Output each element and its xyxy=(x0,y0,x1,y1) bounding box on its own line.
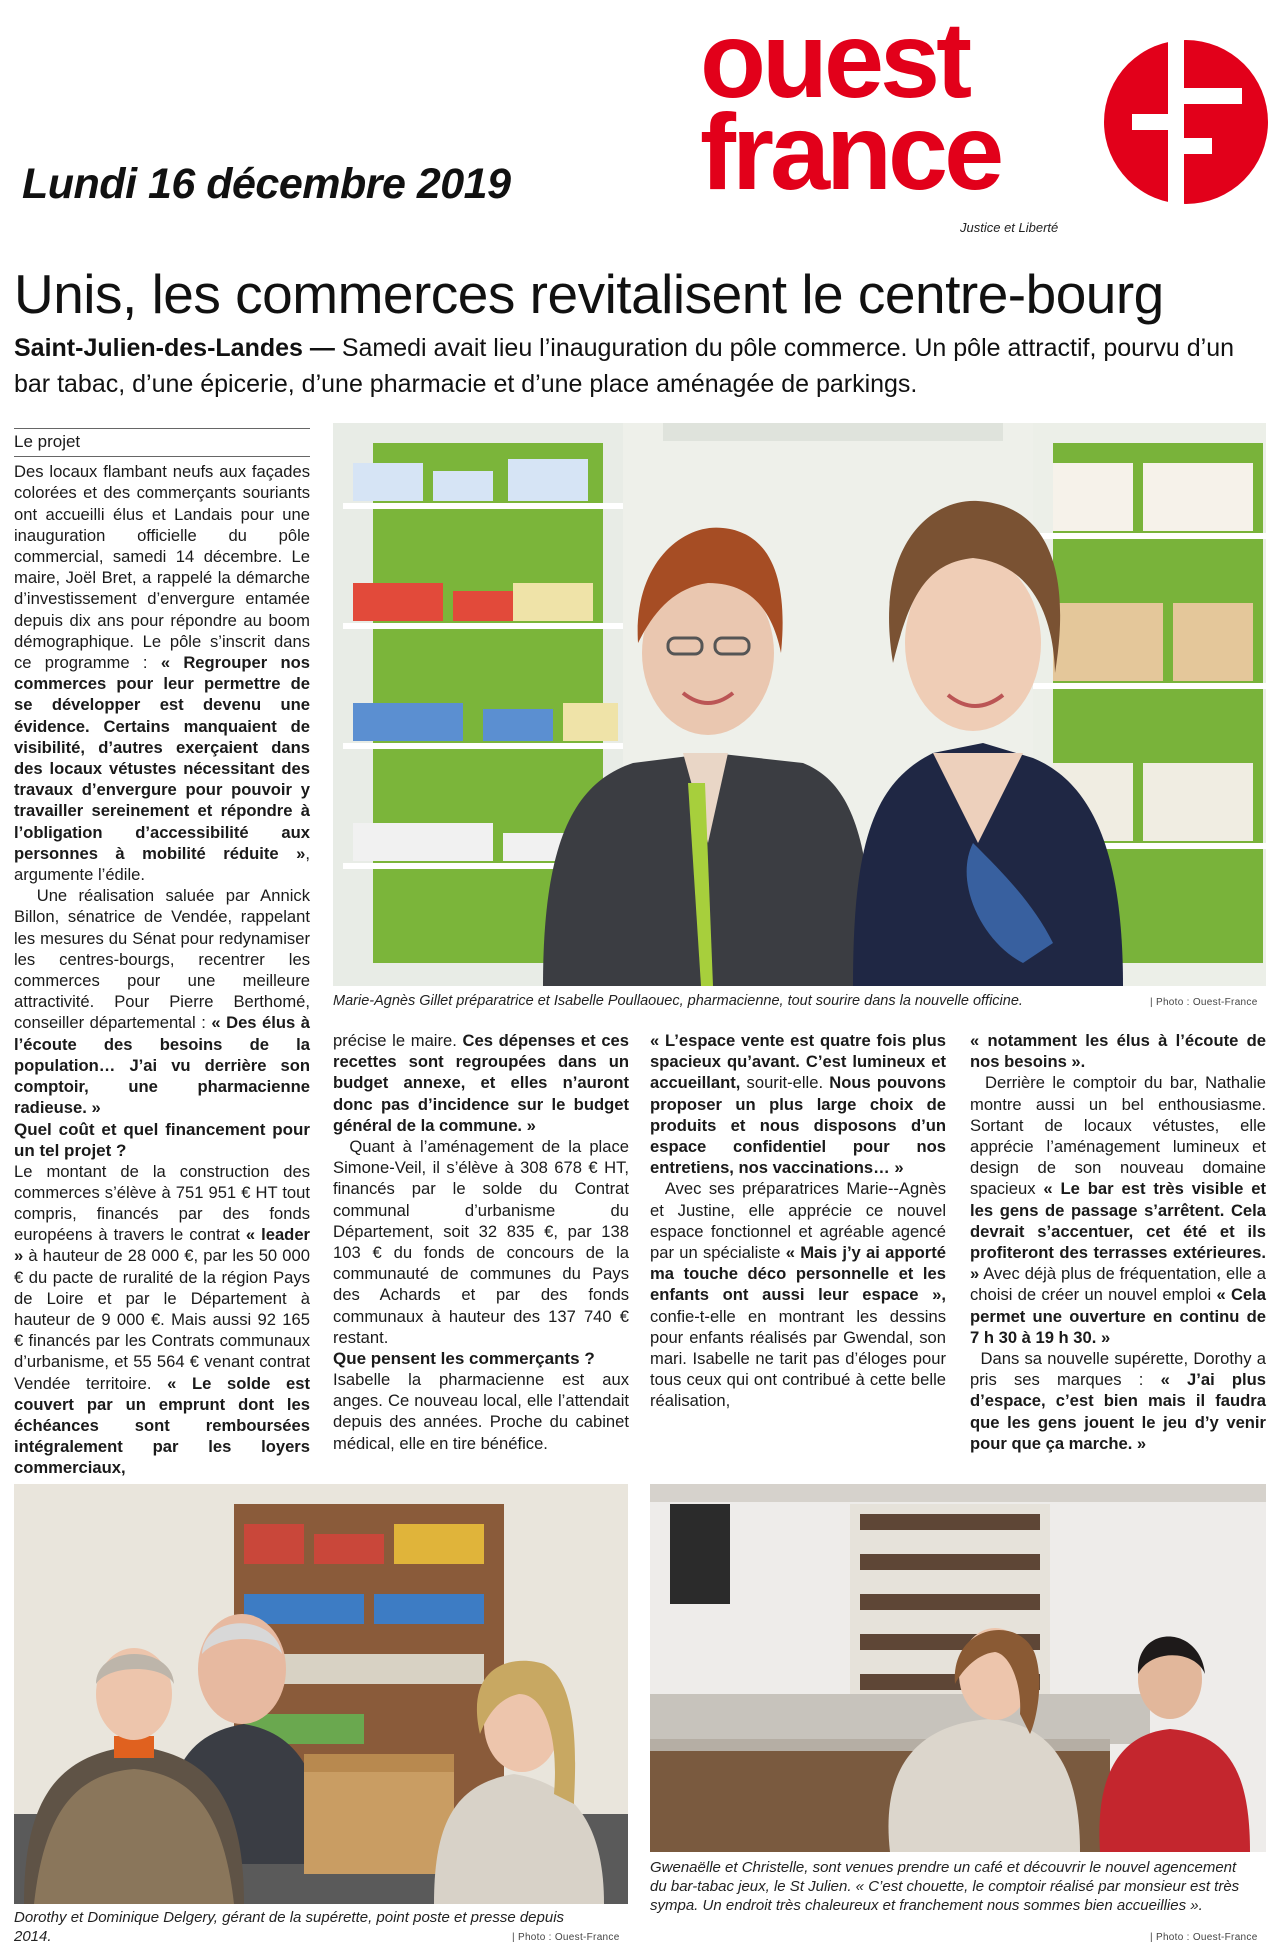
column-2 xyxy=(333,1030,629,1454)
photo-credit-right: | Photo : Ouest-France xyxy=(1150,1932,1258,1943)
lead-text: Samedi avait lieu l’inauguration du pôle commerce. Un pôle attractif, pourvu d’un bar tabac, d’une épicerie, d’une pharmacie et d’une place aménagée de parkings. xyxy=(14,334,1234,398)
paragraph-5-cont: « L’espace vente est quatre fois plus spacieux qu’avant. C’est lumineux et accueillant, sourit-elle. Nous pouvons proposer un plus large choix de produits et nous disposons d’un espace confidentiel pour nos entretiens, nos vaccinations… » xyxy=(650,1031,947,1178)
subhead-merchants: Que pensent les commerçants ? xyxy=(333,1349,595,1369)
superette-illustration xyxy=(14,1484,628,1904)
paragraph-3: Le montant de la construction des commerces s’élève à 751 951 € HT tout compris, financés par des fonds européens à travers le contrat « leader » à hauteur de 28 000 €, par les 50 000 € du pacte de ruralité de la région Pays de Loire et par le Département à hauteur de 9 000 €. Mais aussi 92 165 € financés par les Contrats communaux d’urbanisme, et 55 564 € venant contrat Vendée territoire. « Le solde est couvert par un emprunt dont les échéances sont remboursées intégralement par les loyers commerciaux, xyxy=(14,1161,311,1478)
superette-photo xyxy=(14,1484,628,1904)
logo-line-2: france xyxy=(700,91,1001,212)
paragraph-8: Dans sa nouvelle supérette, Dorothy a pris ses marques : « J’ai plus d’espace, c’est bien mais il faudra que les gens jouent le jeu d’y venir pour que ça marche. » xyxy=(970,1349,1266,1453)
logo-circle-icon xyxy=(1102,38,1270,206)
column-1 xyxy=(14,428,310,1479)
article-headline: Unis, les commerces revitalisent le centre-bourg xyxy=(14,263,1164,325)
photo-credit-left: | Photo : Ouest-France xyxy=(512,1932,620,1943)
logo-tagline: Justice et Liberté xyxy=(960,220,1059,235)
section-title: Le projet xyxy=(14,431,310,457)
pharmacy-caption: Marie-Agnès Gillet préparatrice et Isabelle Poullaouec, pharmacienne, tout sourire dans la nouvelle officine. xyxy=(333,993,1023,1009)
paragraph-6: Avec ses préparatrices Marie--Agnès et Justine, elle apprécie ce nouvel espace fonctionnel et agréable agencé par un spécialiste « Mais j’y ai apporté ma touche déco personnelle et les enfants ont aussi leur espace », confie-t-elle en montrant les dessins pour enfants réalisés par Gwendal, son mari. Isabelle ne tarit pas d’éloges pour tous ceux qui ont contribué à cette belle réalisation, xyxy=(650,1179,946,1411)
paragraph-6-cont: « notamment les élus à l’écoute de nos besoins ». xyxy=(970,1031,1266,1072)
bar-caption: Gwenaëlle et Christelle, sont venues prendre un café et découvrir le nouvel agencement du bar-tabac jeux, le St Julien. « C’est chouette, le comptoir réalisé par monsieur est très sympa. Un endroit très chaleureux et franchement nous sommes bien accueillies ». xyxy=(650,1859,1240,1914)
pharmacy-photo xyxy=(333,423,1266,986)
bar-photo xyxy=(650,1484,1266,1852)
ouest-france-logo xyxy=(700,0,1270,244)
logo-line-1: ouest xyxy=(700,0,969,120)
dateline: Saint-Julien-des-Landes — xyxy=(14,334,335,362)
photo-credit-main: | Photo : Ouest-France xyxy=(1150,997,1258,1008)
paragraph-1: Des locaux flambant neufs aux façades colorées et des commerçants souriants ont accueilli élus et Landais pour une inauguration officielle du pôle commercial, samedi 14 décembre. Le maire, Joël Bret, a rappelé la démarche d’investissement d’envergure entamée depuis dix ans pour répondre au boom démographique. Le pôle s’inscrit dans ce programme : « Regrouper nos commerces pour leur permettre de se développer est devenu une évidence. Certains manquaient de visibilité, d’autres exerçaient dans des locaux vétustes nécessitant des travaux d’envergure pour pouvoir y travailler sereinement et répondre à l’obligation d’accessibilité aux personnes à mobilité réduite », argumente l’édile. xyxy=(14,462,310,885)
paragraph-5: Isabelle la pharmacienne est aux anges. Ce nouveau local, elle l’attendait depuis des années. Proche du cabinet médical, elle en tire bénéfice. xyxy=(333,1370,629,1453)
article-lead xyxy=(14,330,1264,402)
paragraph-4: Quant à l’aménagement de la place Simone-Veil, il s’élève à 308 678 € HT, financés par le solde du Contrat communal d’urbanisme du Département, soit 32 835 €, par 138 103 € du fonds de concours de la communauté de communes du Pays des Achards et par des fonds communaux à hauteur des 137 740 € restant. xyxy=(333,1137,629,1347)
bar-illustration xyxy=(650,1484,1266,1852)
subhead-cost: Quel coût et quel financement pour un tel projet ? xyxy=(14,1119,310,1160)
superette-caption: Dorothy et Dominique Delgery, gérant de la supérette, point poste et presse depuis 2014. xyxy=(14,1909,565,1945)
column-3 xyxy=(650,1030,946,1412)
paragraph-7: Derrière le comptoir du bar, Nathalie montre aussi un bel enthousiasme. Sortant de locaux vétustes, elle apprécie l’aménagement lumineux et design de son nouveau domaine spacieux « Le bar est très visible et les gens de passage s’arrêtent. Cela devrait s’accentuer, cet été et ils profiteront des terrasses extérieures. » Avec déjà plus de fréquentation, elle a choisi de créer un nouvel emploi « Cela permet une ouverture en continu de 7 h 30 à 19 h 30. » xyxy=(970,1073,1267,1347)
pharmacy-illustration xyxy=(333,423,1266,986)
publication-date: Lundi 16 décembre 2019 xyxy=(22,160,511,208)
column-4 xyxy=(970,1030,1266,1454)
paragraph-3-cont: précise le maire. Ces dépenses et ces recettes sont regroupées dans un budget annexe, et elles n’auront donc pas d’incidence sur le budget général de la commune. » xyxy=(333,1031,630,1135)
paragraph-2: Une réalisation saluée par Annick Billon, sénatrice de Vendée, rappelant les mesures du Sénat pour redynamiser les centres-bourgs, recentrer les commerces pour une meilleure attractivité. Pour Pierre Berthomé, conseiller départemental : « Des élus à l’écoute des besoins de la population… J’ai vu derrière son comptoir, une pharmacienne radieuse. » xyxy=(14,886,310,1118)
